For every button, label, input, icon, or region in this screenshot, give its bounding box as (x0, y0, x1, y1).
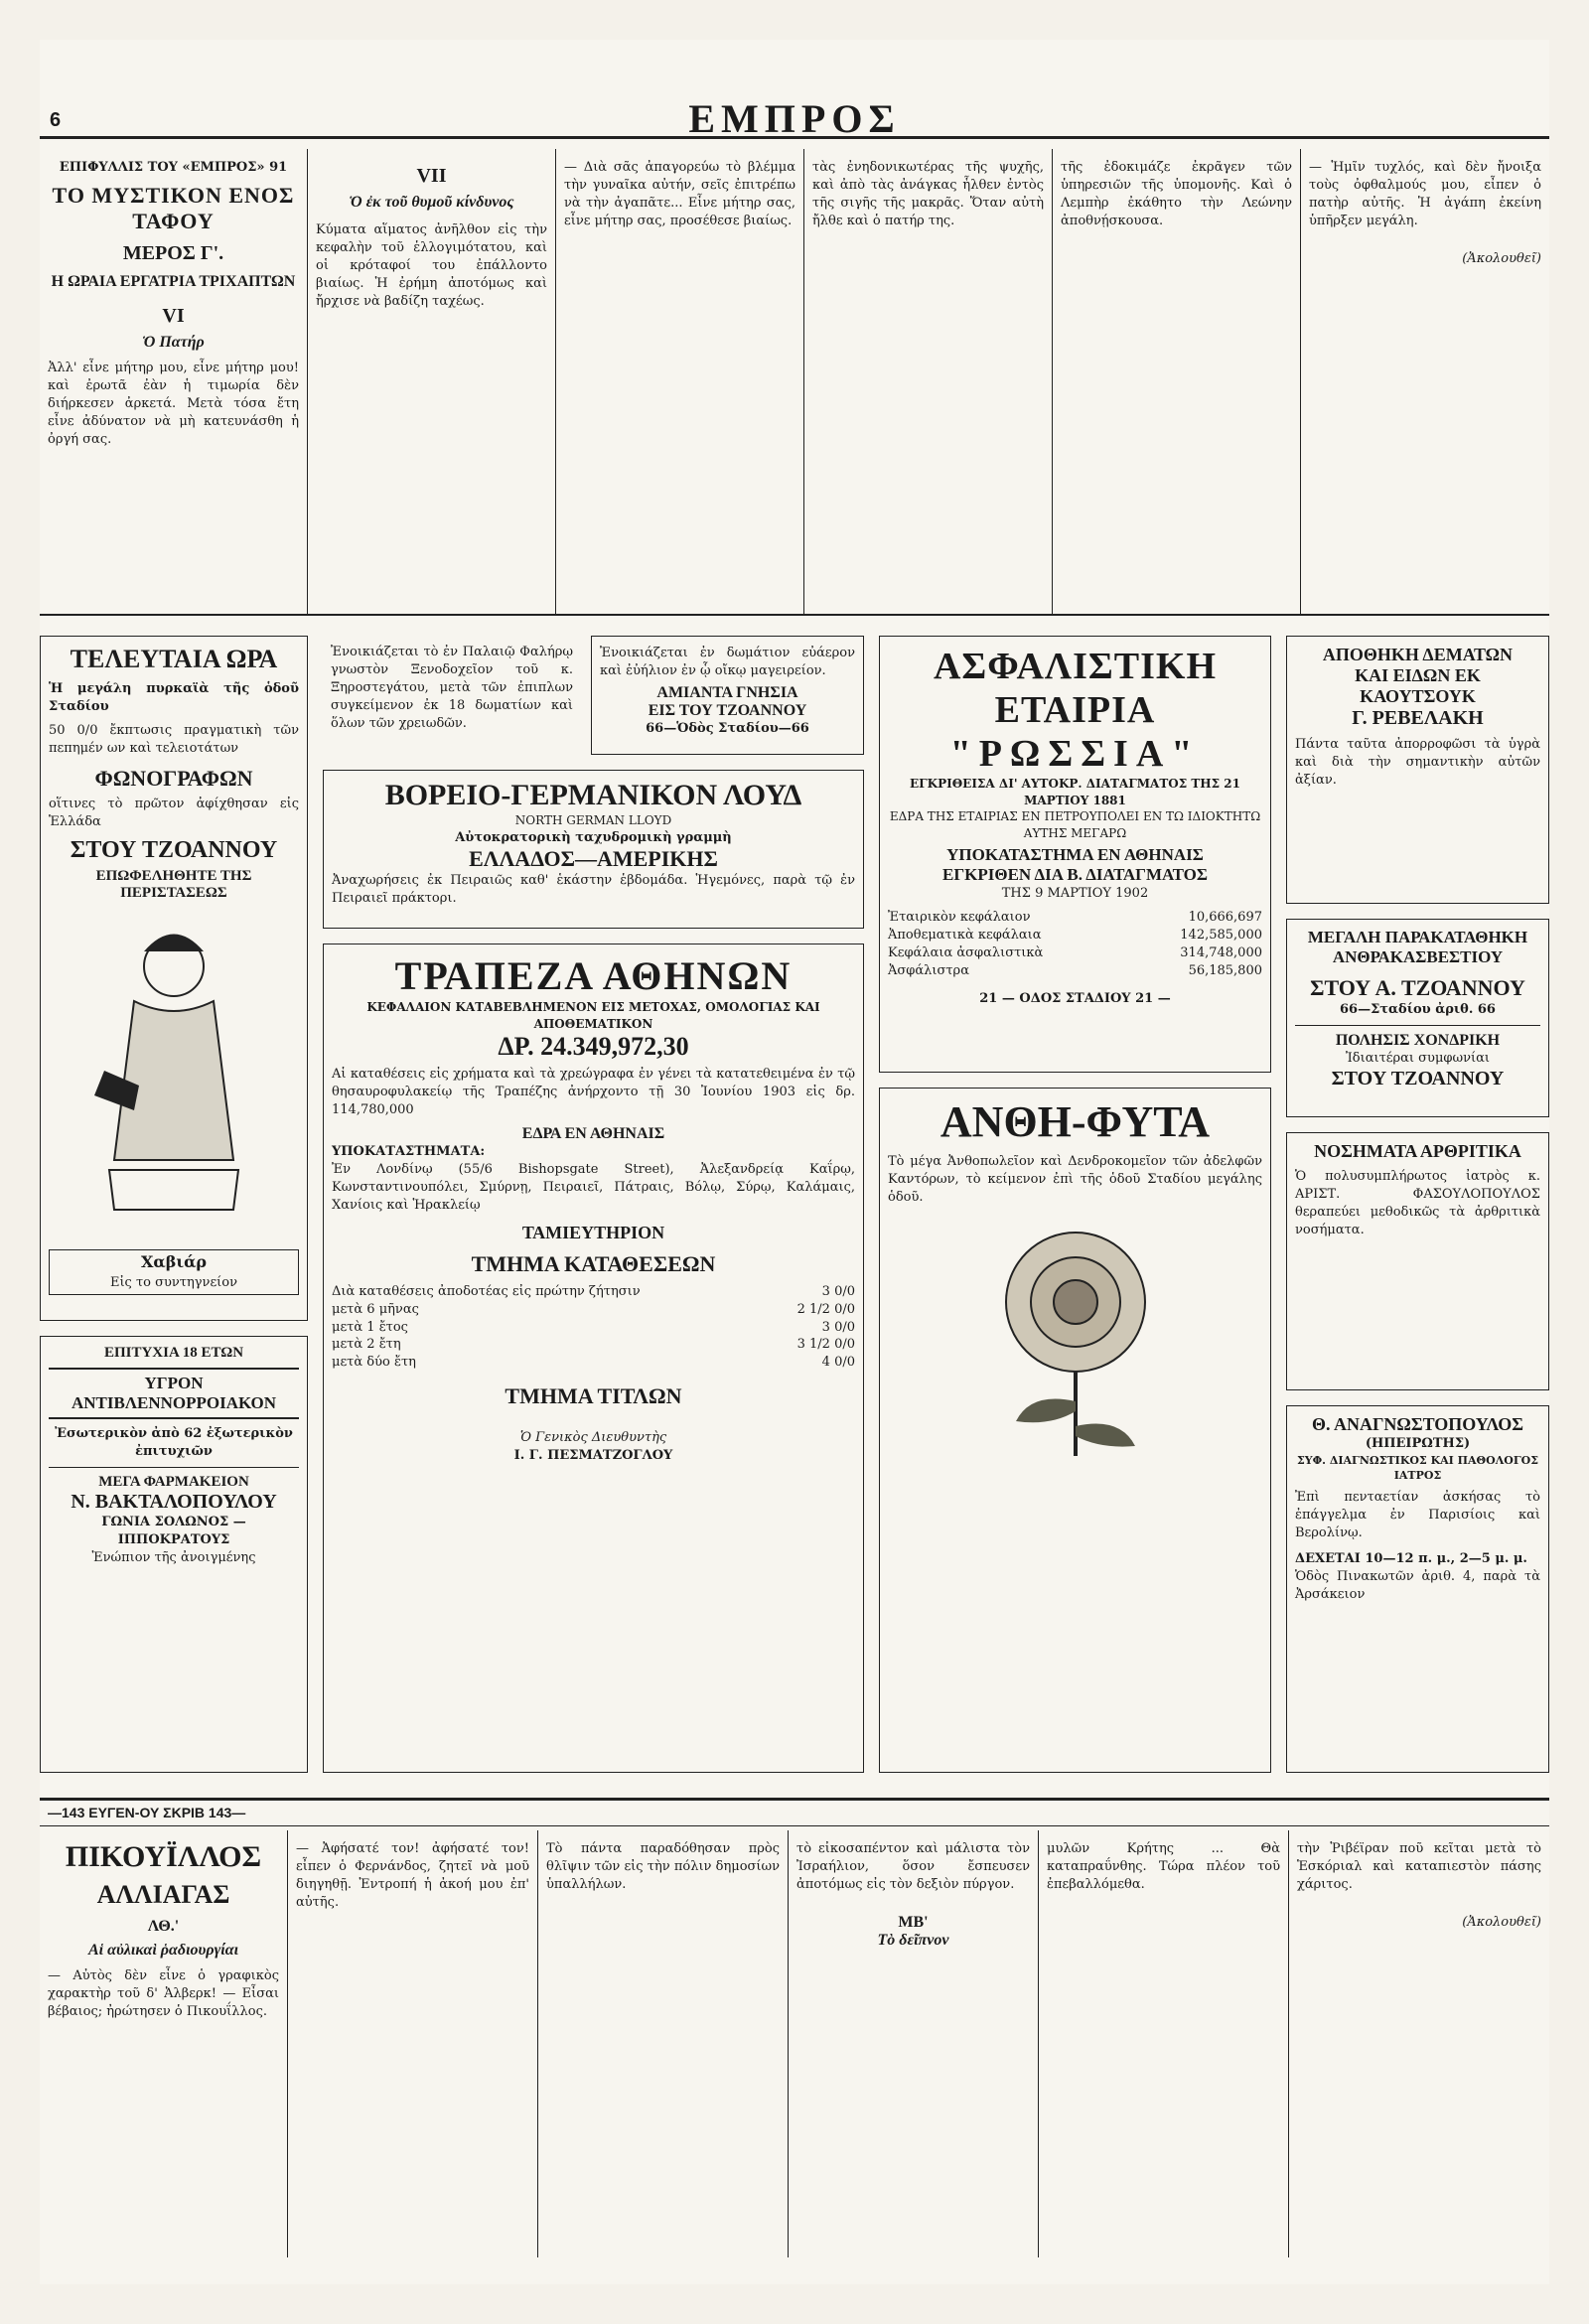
bottom-col-2 (288, 1830, 538, 2257)
serial-col-4 (804, 149, 1053, 616)
bottom-subtitle: ΑΛΛΙΑΓΑΣ (96, 1880, 230, 1909)
bank-branches-label: ΥΠΟΚΑΤΑΣΤΗΜΑΤΑ: (332, 1143, 486, 1159)
hour-text: Ἡ μεγάλη πυρκαϊὰ τῆς ὁδοῦ Σταδίου (49, 681, 299, 714)
asbestos-sub: ΕΙΣ ΤΟΥ ΤΖΟΑΝΝΟΥ (648, 701, 807, 719)
insurance-label: Ἀσφάλιστρα (888, 962, 969, 978)
insurance-row (888, 927, 1262, 944)
flowers-title: ΑΝΘΗ-ΦΥΤΑ (939, 1097, 1211, 1146)
bank-title: ΤΡΑΠΕΖΑ ΑΘΗΝΩΝ (394, 953, 793, 998)
serial-col-5 (1053, 149, 1301, 616)
tzoannou-title: ΣΤΟΥ ΤΖΟΑΝΝΟΥ (70, 836, 278, 863)
page-number: 6 (50, 109, 62, 131)
insurance-label: Κεφάλαια ἀσφαλιστικὰ (888, 945, 1044, 960)
rate-value: 2 1/2 0/0 (796, 1301, 855, 1317)
bottom-text-1: — Αὐτὸς δὲν εἶνε ὁ γραφικὸς χαρακτὴρ τοῦ δ' Ἀλβερκ! — Εἶσαι βέβαιος; ἠρώτησεν ὁ Πικουΐλλος. (48, 1968, 279, 2019)
bottom-text-2: — Ἀφήσατέ τον! ἀφήσατέ τον! εἶπεν ὁ Φερνάνδος, ζητεῖ νὰ μοῦ διηγηθῇ. Ἐντροπή ἡ ἀκοή μου ἐπ' αὐτῆς. (296, 1841, 529, 1910)
ad-insurance (879, 636, 1271, 1073)
rose-icon (971, 1213, 1180, 1461)
bottom-text-4: τὸ εἰκοσαπέντον καὶ μάλιστα τὸν Ἰσραήλιον, ὅσον ἔσπευσεν ἀποτόμως εἰς τὸν δεξιὸν πύργον. (796, 1841, 1030, 1892)
insurance-label: Ἐταιρικὸν κεφάλαιον (888, 910, 1031, 926)
phonograph-title: ΦΩΝΟΓΡΑΦΩΝ (94, 765, 253, 791)
chapter-vii-text: Κύματα αἵματος ἀνῆλθον εἰς τὴν κεφαλὴν τοῦ ἑλλογιμότατου, καὶ οἱ κρόταφοί του ἐπάλλοντο βιαίως. Ἡ ἐρήμη ἀποτόμως καὶ ἤρχισε νὰ βαδίζη ταχέως. (316, 222, 547, 309)
insurance-row (888, 944, 1262, 962)
serial-col-6-text: — Ἡμῖν τυχλός, καὶ δὲν ἤνοιξα τοὺς ὀφθαλμούς μου, εἶπεν ὁ πατὴρ αὐτῆς. Ἡ ἀγάπη ἐκείνη ὑπῆρξεν μεγάλη. (1309, 160, 1541, 228)
bank-rate-row (332, 1336, 855, 1354)
bank-capital: ΚΕΦΑΛΑΙΟΝ ΚΑΤΑΒΕΒΛΗΜΕΝΟΝ ΕΙΣ ΜΕΤΟΧΑΣ, ΟΜΟΛΟΓΙΑΣ ΚΑΙ ΑΠΟΘΕΜΑΤΙΚΟΝ (366, 1000, 820, 1031)
bottom-heading: Αἱ αὐλικαὶ ῥαδιουργίαι (87, 1942, 239, 1959)
bank-rate-table (332, 1283, 855, 1373)
ad-latex (1286, 636, 1549, 904)
arthritis-text: Ὁ πολυσυμπλήρωτος ἰατρὸς κ. ΑΡΙΣΤ. ΦΑΣΟΥΛΟΠΟΥΛΟΣ θεραπεύει μεθοδικῶς τὰ ἀρθριτικὰ νοσήματα. (1295, 1169, 1540, 1237)
rate-label: Διὰ καταθέσεις ἀποδοτέας εἰς πρώτην ζήτησιν (332, 1283, 641, 1299)
chondriki-shop: ΣΤΟΥ ΤΖΟΑΝΝΟΥ (1331, 1067, 1505, 1089)
bank-amount: ΔΡ. 24.349,972,30 (498, 1032, 689, 1062)
coal-title: ΜΕΓΑΛΗ ΠΑΡΑΚΑΤΑΘΗΚΗ (1307, 928, 1528, 946)
insurance-row (888, 962, 1262, 980)
bottom-strip: —143 ΕΥΓΕΝ-ΟΥ ΣΚΡΙΒ 143— (40, 1801, 1549, 1826)
bank-text: Αἱ καταθέσεις εἰς χρήματα καὶ τὰ χρεώγραφα ἐν γένει τὰ κατατεθειμένα ἐν τῷ θησαυροφυλακείῳ τῆς Τραπέζης ἀνήρχοντο τῇ 30 Ἰουνίου 1903 εἰς δρ. 114,780,000 (332, 1067, 855, 1117)
ad-palace (323, 636, 581, 755)
serial-col-4-text: τὰς ἐνηδονικωτέρας τῆς ψυχῆς, καὶ ἀπὸ τὰς ἀνάγκας ἧλθεν ἐντὸς τῆς σιγῆς τῆς μακρᾶς. Ὅταν αὐτὴ ἤλθε καὶ ὁ πατήρ της. (812, 160, 1044, 228)
ad-coal (1286, 919, 1549, 1117)
bank-rate-row (332, 1301, 855, 1319)
ad-bank (323, 944, 864, 1773)
ad-pharmacy (40, 1336, 308, 1773)
pharmacy-tail: Ἐνώπιον τῆς ἀνοιγμένης (91, 1549, 256, 1565)
bottom-heading-mb: ΜΒ' (898, 1913, 929, 1931)
masthead (40, 70, 1549, 139)
pharmacy-addr: ΓΩΝΙΑ ΣΟΛΩΝΟΣ — ΙΠΠΟΚΡΑΤΟΥΣ (101, 1514, 246, 1547)
ad-arthritis (1286, 1132, 1549, 1390)
bottom-col-4 (789, 1830, 1039, 2257)
insurance-seat: ΕΔΡΑ ΤΗΣ ΕΤΑΙΡΙΑΣ ΕΝ ΠΕΤΡΟΥΠΟΛΕΙ ΕΝ ΤΩ ΙΔΙΟΚΤΗΤΩ ΑΥΤΗΣ ΜΕΓΑΡΩ (889, 809, 1261, 840)
bottom-part: ΛΘ.' (147, 1918, 180, 1935)
serial-col-3-text: — Διὰ σᾶς ἀπαγορεύω τὸ βλέμμα τὴν γυναῖκα αὐτήν, σεῖς ἐπιτρέπω νὰ τὴν ἀγαπᾶτε... Εἶνε μήτηρ σας, εἶνε μήτηρ σας, προσέθεσε βιαίως. (564, 160, 795, 228)
bottom-continued: (Ἀκολουθεῖ) (1462, 1914, 1541, 1930)
serial-col-2 (308, 149, 556, 616)
insurance-figure: 142,585,000 (1180, 928, 1262, 944)
bank-director-name: Ι. Γ. ΠΕΣΜΑΤΖΟΓΛΟΥ (513, 1448, 673, 1464)
insurance-branch: ΥΠΟΚΑΤΑΣΤΗΜΑ ΕΝ ΑΘΗΝΑΙΣ (946, 845, 1204, 865)
bank-treasury: ΤΑΜΙΕΥΤΗΡΙΟΝ (521, 1222, 665, 1242)
flowers-text: Τὸ μέγα Ἀνθοπωλεῖον καὶ Δενδροκομεῖον τῶν ἀδελφῶν Καντόρων, τὸ κείμενον ἐπὶ τῆς ὁδοῦ Σταδίου μεγάλης ὁδοῦ. (888, 1154, 1262, 1205)
bottom-col-3 (538, 1830, 789, 2257)
coal-shop: ΣΤΟΥ Α. ΤΖΟΑΝΝΟΥ (1310, 975, 1525, 1000)
arthritis-title: ΝΟΣΗΜΑΤΑ ΑΡΘΡΙΤΙΚΑ (1314, 1141, 1521, 1161)
doctor-hours: ΔΕΧΕΤΑΙ 10—12 π. μ., 2—5 μ. μ. (1295, 1551, 1527, 1567)
serum-title: ΥΓΡΟΝ ΑΝΤΙΒΛΕΝΝΟΡΡΟΙΑΚΟΝ (49, 1368, 299, 1419)
lloyd-route: ΕΛΛΑΔΟΣ—ΑΜΕΡΙΚΗΣ (469, 846, 718, 872)
rate-value: 3 0/0 (821, 1319, 855, 1335)
doctor-title: Θ. ΑΝΑΓΝΩΣΤΟΠΟΥΛΟΣ (1311, 1414, 1524, 1434)
woman-phonograph-icon (84, 912, 263, 1239)
phonograph-note: οἵτινες τὸ πρῶτον ἀφίχθησαν εἰς Ἑλλάδα (49, 796, 299, 829)
cavia-box (49, 1249, 299, 1295)
chondriki-title: ΠΟΛΗΣΙΣ ΧΟΝΔΡΙΚΗ (1335, 1031, 1501, 1049)
lloyd-title: ΒΟΡΕΙΟ-ΓΕΡΜΑΝΙΚΟΝ ΛΟΥΔ (384, 779, 802, 811)
rose-illustration (971, 1213, 1180, 1461)
serial-col-5-text: τῆς ἐδοκιμάζε ἐκρᾶγεν τῶν ὑπηρεσιῶν τῆς ὑπομονῆς. Καὶ ὁ Λεμπὴρ ἐκάθητο τὴν Λεώνην ἀποθνῄσκουσα. (1061, 160, 1292, 228)
bottom-serial-section (40, 1798, 1549, 2254)
serial-col-3 (556, 149, 804, 616)
lloyd-text: Ἀναχωρήσεις ἐκ Πειραιῶς καθ' ἑκάστην ἑβδομάδα. Ἡγεμόνες, παρὰ τῷ ἐν Πειραιεῖ πράκτορι. (332, 873, 855, 907)
rate-label: μετὰ 2 ἔτη (332, 1337, 401, 1353)
insurance-row (888, 909, 1262, 927)
insurance-figures (888, 909, 1262, 980)
cavia-text: Εἰς το συντηγνείον (109, 1274, 238, 1290)
pharmacy-name: Ν. ΒΑΚΤΑΛΟΠΟΥΛΟΥ (71, 1490, 277, 1513)
lloyd-sub: Αὐτοκρατορικὴ ταχυδρομικὴ γραμμὴ (455, 829, 732, 845)
rate-value: 3 0/0 (821, 1283, 855, 1299)
bottom-col-5 (1039, 1830, 1289, 2257)
success-title: ΕΠΙΤΥΧΙΑ 18 ΕΤΩΝ (103, 1345, 244, 1361)
bank-rate-row (332, 1354, 855, 1372)
bank-seat: ΕΔΡΑ ΕΝ ΑΘΗΝΑΙΣ (521, 1124, 665, 1142)
bottom-text-6: τὴν Ῥιβέϊραν ποῦ κεῖται μετὰ τὸ Ἑσκόριαλ καὶ καταπιεστὸν πάσης χάριτος. (1297, 1841, 1541, 1892)
serial-col-1 (40, 149, 308, 616)
latex-title: ΑΠΟΘΗΚΗ ΔΕΜΑΤΩΝ (1322, 645, 1514, 664)
bottom-col-1 (40, 1830, 288, 2257)
rate-label: μετὰ 6 μῆνας (332, 1301, 419, 1317)
chapter-vi-text: Ἀλλ' εἶνε μήτηρ μου, εἶνε μήτηρ μου! καὶ ἐρωτᾶ ἐὰν ἡ τιμωρία δὲν διήρκεσεν ἀρκετά. Μετὰ τόσα ἔτη εἶνε ἀδύνατον νὰ μὴ κατευνάσθη ἡ ὀργή σας. (48, 360, 299, 447)
insurance-figure: 56,185,800 (1188, 962, 1262, 978)
ad-lloyd (323, 770, 864, 929)
insurance-date: ΤΗΣ 9 ΜΑΡΤΙΟΥ 1902 (1001, 886, 1149, 902)
chapter-vii: VII (416, 165, 447, 187)
bottom-title: ΠΙΚΟΥΪΛΛΟΣ (65, 1840, 262, 1873)
bottom-heading-mb-sub: Τὸ δεῖπνον (877, 1931, 949, 1949)
ad-asbestos (591, 636, 864, 755)
rate-value: 3 1/2 0/0 (796, 1337, 855, 1353)
insurance-addr: 21 — ΟΔΟΣ ΣΤΑΔΙΟΥ 21 — (979, 990, 1171, 1006)
serial-continued: (Ἀκολουθεῖ) (1462, 250, 1541, 266)
newspaper-page (40, 40, 1549, 2284)
serial-title: ΤΟ ΜΥΣΤΙΚΟΝ ΕΝΟΣ ΤΑΦΟΥ (52, 182, 295, 233)
doctor-spec: ΣΥΦ. ΔΙΑΓΝΩΣΤΙΚΟΣ ΚΑΙ ΠΑΘΟΛΟΓΟΣ ΙΑΤΡΟΣ (1296, 1453, 1539, 1483)
insurance-figure: 10,666,697 (1188, 910, 1262, 926)
bottom-text-3: Τὸ πάντα παραδόθησαν πρὸς θλῖψιν τῶν εἰς τὴν πόλιν δημοσίων ὑπαλλήλων. (546, 1841, 780, 1892)
chapter-vi-heading: Ὁ Πατήρ (142, 333, 205, 351)
palace-text: Ἐνοικιάζεται τὸ ἐν Παλαιῷ Φαλήρῳ γνωστὸν Ξενοδοχεῖον τοῦ κ. Ξηροστεγάτου, μετὰ τῶν ἐπιπλων συγκείμενον ἐκ 18 δωματίων καὶ ὅλων τῶν χρειωδῶν. (331, 645, 573, 731)
bank-deposits: ΤΜΗΜΑ ΚΑΤΑΘΕΣΕΩΝ (471, 1250, 716, 1276)
doctor-sub: (ΗΠΕΙΡΩΤΗΣ) (1365, 1436, 1471, 1451)
insurance-approved: ΕΓΚΡΙΘΕΝ ΔΙΑ Β. ΔΙΑΤΑΓΜΑΤΟΣ (941, 865, 1208, 885)
bank-titles: ΤΜΗΜΑ ΤΙΤΛΩΝ (505, 1383, 682, 1409)
serial-section (40, 149, 1549, 616)
bottom-text-5: μυλῶν Κρήτης ... Θὰ καταπραΰνθης. Τώρα πλέον τοῦ ἐπεβαλλόμεθα. (1047, 1841, 1280, 1892)
ad-doctor (1286, 1405, 1549, 1773)
chapter-vii-heading: Ὁ ἐκ τοῦ θυμοῦ κίνδυνος (349, 194, 514, 211)
chapter-vi: VI (162, 304, 185, 327)
lloyd-en: NORTH GERMAN LLOYD (514, 813, 672, 827)
latex-sub: ΚΑΙ ΕΙΔΩΝ ΕΚ ΚΑΟΥΤΣΟΥΚ (1355, 665, 1481, 706)
pharmacy-label: ΜΕΓΑ ΦΑΡΜΑΚΕΙΟΝ (98, 1473, 249, 1490)
serial-col-6 (1301, 149, 1549, 616)
discount-text: 50 0/0 ἔκπτωσις πραγματικὴ τῶν πεπημέν ων καὶ τελειοτάτων (49, 722, 299, 756)
ad-flowers (879, 1088, 1271, 1773)
ad-tzoannou-phonograph (40, 636, 308, 1321)
bank-director: Ὁ Γενικὸς Διευθυντὴς (519, 1430, 667, 1446)
serial-sub: Η ΩΡΑΙΑ ΕΡΓΑΤΡΙΑ ΤΡΙΧΑΠΤΩΝ (51, 272, 296, 290)
insurance-label: Ἀποθεματικὰ κεφάλαια (888, 928, 1042, 944)
bank-rate-row (332, 1319, 855, 1337)
bottom-col-6 (1289, 1830, 1549, 2257)
doctor-addr: Ὁδὸς Πινακωτῶν ἀριθ. 4, παρὰ τὰ Ἀρσάκειον (1295, 1569, 1540, 1602)
chondriki-sub: Ἰδιαιτέραι συμφωνίαι (1346, 1050, 1490, 1066)
bank-branches: Ἐν Λονδίνῳ (55/6 Bishopsgate Street), Ἀλεξανδρείᾳ Καΐρῳ, Κωνσταντινουπόλει, Σμύρνῃ, Πειραιεῖ, Πάτραις, Βόλῳ, Σύρῳ, Καλάμαις, Χανίοις καὶ Ἡρακλείῳ (332, 1161, 855, 1213)
epifyllis-label: ΕΠΙΦΥΛΛΙΣ ΤΟΥ «ΕΜΠΡΟΣ» 91 (59, 160, 288, 175)
hour-title: ΤΕΛΕΥΤΑΙΑ ΩΡΑ (70, 645, 278, 673)
rate-label: μετὰ δύο ἔτη (332, 1355, 416, 1371)
apartment-text: Ἐνοικιάζεται ἐν δωμάτιον εὐάερον καὶ ἐὐήλιον ἐν ᾧ οἴκῳ μαγειρείον. (600, 646, 855, 678)
newspaper-title: ΕΜΠΡΟΣ (688, 96, 901, 141)
coal-addr: 66—Σταδίου ἀριθ. 66 (1340, 1002, 1496, 1017)
asbestos-addr: 66—Ὁδὸς Σταδίου—66 (646, 720, 809, 736)
bank-rate-row (332, 1283, 855, 1301)
coal-sub: ΑΝΘΡΑΚΑΣΒΕΣΤΙΟΥ (1332, 947, 1504, 966)
insurance-name: "ΡΩΣΣΙΑ" (949, 733, 1201, 775)
insurance-sub: ΕΓΚΡΙΘΕΙΣΑ ΔΙ' ΑΥΤΟΚΡ. ΔΙΑΤΑΓΜΑΤΟΣ ΤΗΣ 21 ΜΑΡΤΙΟΥ 1881 (909, 777, 1241, 807)
rate-label: μετὰ 1 ἔτος (332, 1319, 408, 1335)
phonograph-illustration (84, 912, 263, 1239)
ads-section (40, 636, 1549, 1778)
doctor-text: Ἐπὶ πενταετίαν ἀσκήσας τὸ ἐπάγγελμα ἐν Παρισίοις καὶ Βερολίνῳ. (1295, 1490, 1540, 1541)
asbestos-title: ΑΜΙΑΝΤΑ ΓΝΗΣΙΑ (656, 683, 798, 701)
serum-text: Ἐσωτερικὸν ἀπὸ 62 ἐξωτερικὸν ἐπιτυχιῶν (55, 1426, 293, 1459)
latex-name: Γ. ΡΕΒΕΛΑΚΗ (1352, 707, 1484, 729)
extended-title: ΕΠΩΦΕΛΗΘΗΤΕ ΤΗΣ ΠΕΡΙΣΤΑΣΕΩΣ (95, 867, 252, 901)
insurance-title: ΑΣΦΑΛΙΣΤΙΚΗ ΕΤΑΙΡΙΑ (933, 646, 1218, 731)
cavia-label: Χαβιάρ (140, 1251, 208, 1271)
latex-text: Πάντα ταῦτα ἀπορροφῶσι τὰ ὑγρὰ καὶ διὰ τὴν σημαντικὴν αὐτῶν ἀξίαν. (1295, 737, 1540, 788)
rate-value: 4 0/0 (821, 1355, 855, 1371)
serial-part: ΜΕΡΟΣ Γ'. (122, 241, 224, 264)
insurance-figure: 314,748,000 (1180, 945, 1262, 960)
